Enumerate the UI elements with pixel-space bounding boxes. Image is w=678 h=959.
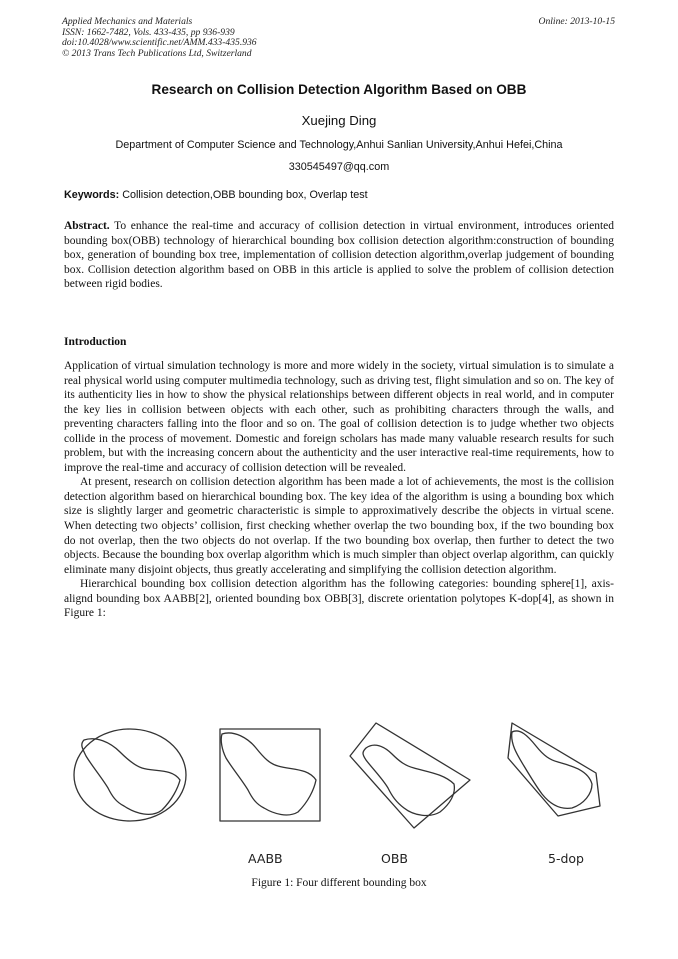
abstract-label: Abstract. (64, 220, 110, 232)
k-dop-polytope (508, 723, 600, 816)
author-affiliation: Department of Computer Science and Technology,Anhui Sanlian University,Anhui Hefei,China (115, 139, 563, 151)
figure-label-aabb: AABB (248, 851, 283, 866)
figure-drawing (62, 718, 622, 878)
keywords (64, 189, 368, 201)
k-dop-diagram (508, 723, 600, 816)
intro-paragraph: Hierarchical bounding box collision detection algorithm has the following categories: bounding sphere[1], axis-alignd bounding box AABB[2], oriented bounding box OBB[3], discrete orientation polytopes K-dop[4], as shown in Figure 1: (64, 578, 614, 620)
section-heading-introduction: Introduction (64, 336, 127, 348)
journal-name: Applied Mechanics and Materials (62, 16, 193, 27)
keywords-label: Keywords: (64, 189, 120, 201)
author-name: Xuejing Ding (301, 113, 377, 128)
paper-title: Research on Collision Detection Algorithm Based on OBB (151, 82, 527, 97)
doi-line: doi:10.4028/www.scientific.net/AMM.433-435.936 (62, 37, 257, 48)
author-email: 330545497@qq.com (288, 161, 390, 173)
object-shape (512, 731, 592, 808)
figure-caption: Figure 1: Four different bounding box (251, 877, 427, 889)
figure-label-5-dop: 5-dop (548, 851, 584, 866)
sphere-outline (74, 729, 186, 821)
aabb-box (220, 729, 320, 821)
abstract (64, 219, 614, 292)
intro-paragraph: At present, research on collision detection algorithm has been made a lot of achievements, the most is the collision detection algorithm based on hierarchical bounding box. The key idea of the algorithm is using a bounding box which size is slightly larger and geometric characteristic is simple to approximatively describe the objects in virtual scene. When detecting two objects’ collision, first checking whether overlap the two bounding box, if the two bounding box do not overlap, then the two objects do not overlap. If the two bounding box overlap, then further to detect the two objects. Because the bounding box overlap algorithm which is much simpler than object overlap algorithm, can quickly eliminate many disjoint objects, thus greatly accelerating and simplifying the collision detection algorithm. (64, 476, 614, 576)
online-date: Online: 2013-10-15 (538, 16, 615, 27)
journal-header (62, 17, 257, 59)
aabb-diagram (220, 729, 320, 821)
figure-label-obb: OBB (381, 851, 408, 866)
bounding-sphere-diagram (74, 729, 186, 821)
figure-bounding-boxes (62, 718, 622, 878)
abstract-text: To enhance the real-time and accuracy of collision detection in virtual environment, introduces oriented bounding box(OBB) technology of hierarchical bounding box collision detection algorithm:construction of bounding box, generation of bounding box tree, implementation of collision detection algorithm,overlap judgement of bounding box. Collision detection algorithm based on OBB in this article is applied to solve the problem of collision detection between rigid bodies. (64, 220, 614, 291)
intro-paragraph: Application of virtual simulation technology is more and more widely in the society, virtual simulation is to simulate a real physical world using computer multimedia technology, such as driving test, flight simulation and so on. The key of its authenticity lies in how to show the physical relationships between different objects in real world, and in computer the key lies in collision between objects with each other, such as prohibiting characters through the walls, and preventing characters falling into the floor and so on. The goal of collision detection is to judge whether two objects collide in the process of movement. Domestic and foreign scholars has made many valuable research results for such problem, but with the increasing concern about the authenticity and the user interactive real-time requirements, how to improve the real-time and accuracy of collision detection will be revealed. (64, 360, 614, 474)
object-shape (82, 739, 180, 815)
copyright-line: © 2013 Trans Tech Publications Ltd, Switzerland (62, 47, 252, 59)
introduction-body (64, 359, 614, 621)
keywords-text: Collision detection,OBB bounding box, Overlap test (119, 189, 368, 201)
object-shape (221, 733, 316, 815)
obb-diagram (350, 723, 470, 828)
issn-line: ISSN: 1662-7482, Vols. 433-435, pp 936-939 (62, 26, 235, 38)
